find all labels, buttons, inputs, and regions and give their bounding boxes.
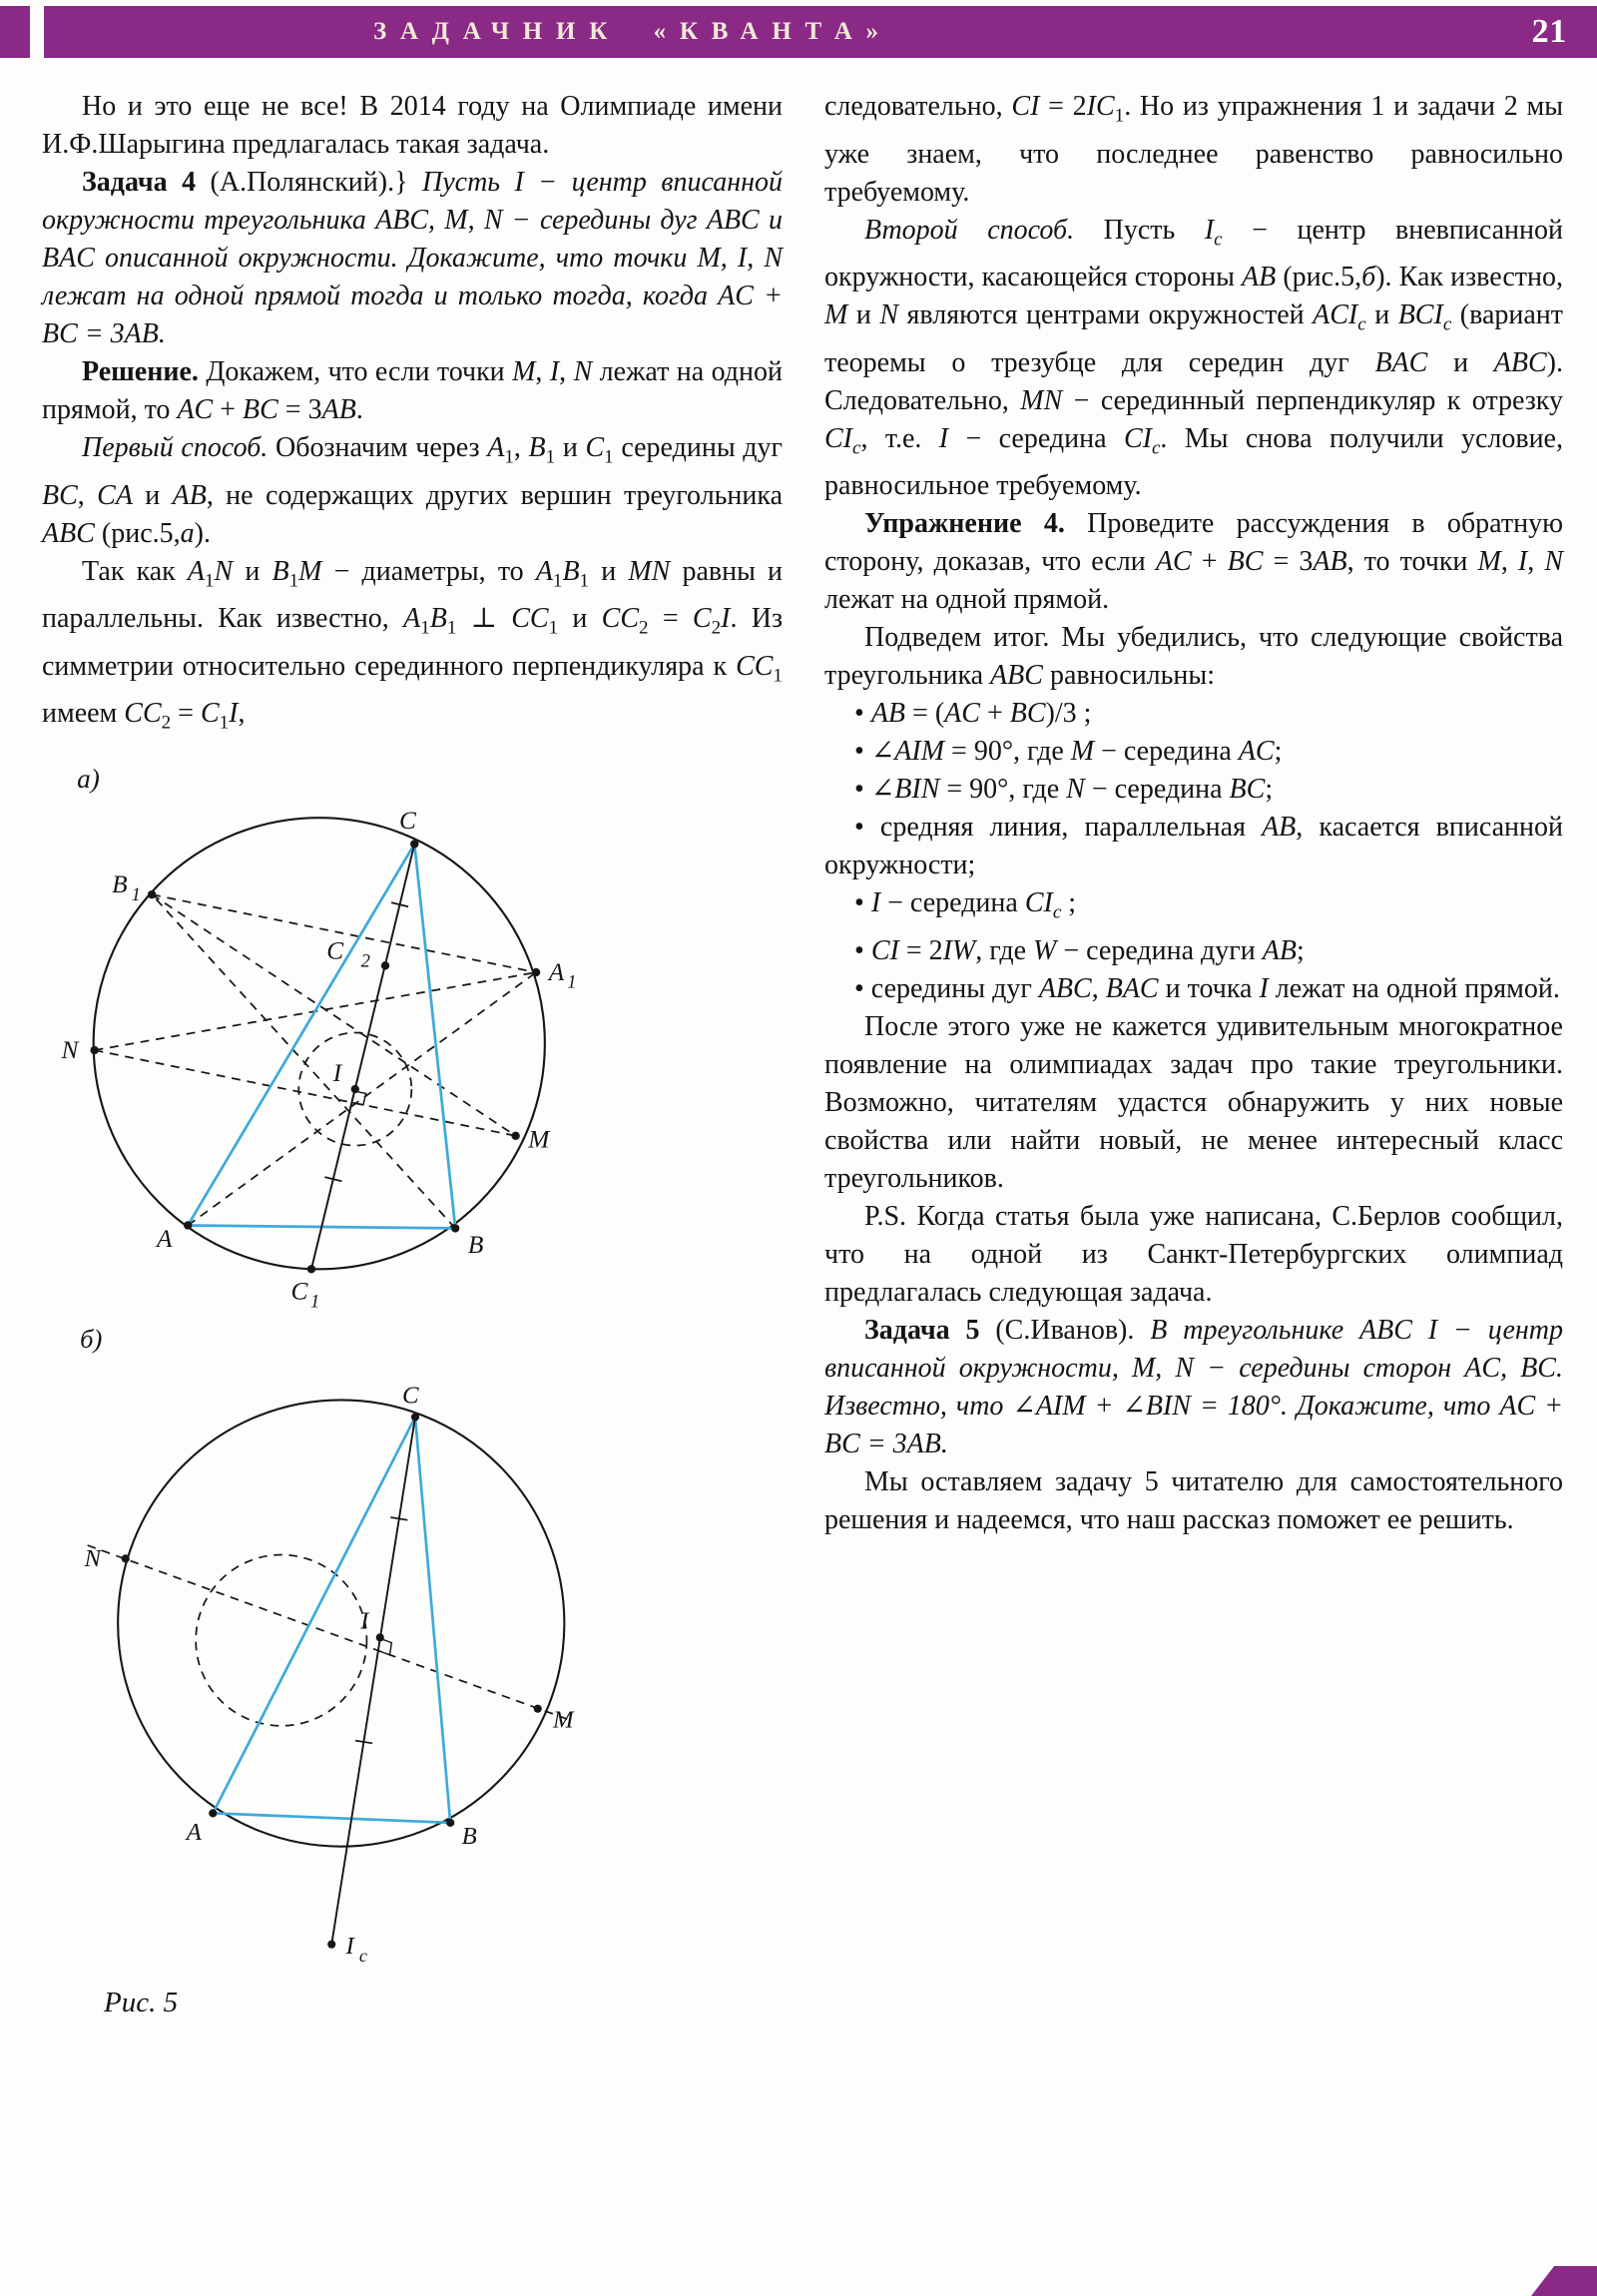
label-c: C xyxy=(401,1382,419,1410)
paragraph: • I − середина $CI_c$ ; xyxy=(854,887,1077,923)
paragraph: • средняя линия, параллельная AB, касается вписанной окружности; xyxy=(824,812,1563,881)
label-c1: C xyxy=(290,1277,308,1306)
paragraph: Подведем итог. Мы убедились, что следующие свойства треугольника ABC равносильны: xyxy=(824,622,1563,692)
label-i: I xyxy=(332,1059,342,1088)
triangle-abc xyxy=(213,1418,450,1823)
section-title: ЗАДАЧНИК «КВАНТА» xyxy=(373,18,892,45)
figure-a-tag: а) xyxy=(77,763,100,794)
line-cc1 xyxy=(311,844,414,1269)
paragraph: Но и это еще не все! В 2014 году на Олимпиаде имени И.Ф.Шарыгина предлагалась такая задача. xyxy=(42,91,783,160)
paragraph: Решение. Докажем, что если точки M, I, N лежат на одной прямой, то AC + BC = 3AB. xyxy=(42,356,784,425)
incircle-dashed xyxy=(196,1555,366,1726)
label-a: A xyxy=(186,1819,202,1847)
paragraph: Задача 5 (С.Иванов). В треугольнике ABC I − центр вписанной окружности, M, N − середины сторон AC, BC. Известно, что ∠AIM + ∠BIN = 180°. Докажите, что AC + BC = 3AB. xyxy=(824,1314,1563,1459)
circumcircle xyxy=(94,818,545,1269)
header-corner-block xyxy=(0,6,30,58)
bisector-aa1 xyxy=(188,972,536,1225)
point-c2 xyxy=(381,961,389,969)
point-i xyxy=(376,1634,384,1642)
figure-b-tag: б) xyxy=(80,1324,103,1355)
label-m: M xyxy=(552,1707,574,1735)
point-b xyxy=(451,1224,459,1232)
label-ic-sub: c xyxy=(358,1946,367,1967)
paragraph: Так как $A_1N$ и $B_1M$ − диаметры, то $A_1B_1$ и MN равны и параллельны. Как известно, $A_1B_1$ ⊥ $CC_1$ и $CC_2 = C_2I$. Из симметрии относительно серединного перпендикуляра к $CC_1$ имеем $CC_2 = C_1I$, xyxy=(42,555,784,734)
paragraph: следовательно, CI = $2IC_1$. Но из упражнения 1 и задачи 2 мы уже знаем, что последнее равенство равносильно требуемому. xyxy=(824,91,1564,208)
line-nm xyxy=(88,1545,570,1720)
label-c2: C xyxy=(326,936,344,965)
point-ic xyxy=(327,1941,335,1949)
label-n: N xyxy=(84,1545,102,1573)
paragraph: Мы оставляем задачу 5 читателю для самостоятельного решения и надеемся, что наш рассказ поможет ее решить. xyxy=(824,1465,1563,1535)
label-a1: A xyxy=(548,957,565,986)
two-column-layout xyxy=(42,88,1563,2019)
point-b xyxy=(446,1819,454,1827)
label-b: B xyxy=(467,1230,484,1259)
triangle-abc xyxy=(188,844,455,1228)
paragraph: • AB = (AC + BC)/3 ; xyxy=(854,698,1092,730)
label-b: B xyxy=(461,1823,477,1851)
point-a xyxy=(209,1810,217,1818)
label-n: N xyxy=(61,1035,79,1064)
figure-5a xyxy=(42,747,783,1313)
circumcircle xyxy=(118,1401,564,1847)
label-a1-sub: 1 xyxy=(567,972,577,993)
paragraph: Второй способ. Пусть $I_c$ − центр вневписанной окружности, касающейся стороны AB (рис.5,б). Как известно, M и N являются центрами окружностей $ACI_c$ и $BCI_c$ (вариант теоремы о трезубце для середин дуг BAC и ABC). Следовательно, MN − серединный перпендикуляр к отрезку $CI_c$, т.е. I − середина $CI_c$. Мы снова получили условие, равносильное требуемому. xyxy=(824,214,1564,502)
right-column xyxy=(824,88,1563,2019)
label-b1: B xyxy=(112,870,128,899)
paragraph: Задача 4 (А.Полянский).} Пусть I − центр вписанной окружности треугольника ABC, M, N − середины дуг ABC и BAC описанной окружности. Докажите, что точки M, I, N лежат на одной прямой тогда и только тогда, когда AC + BC = 3AB. xyxy=(42,167,783,349)
point-dots xyxy=(122,1414,542,1949)
point-b1 xyxy=(148,890,156,898)
paragraph: • CI = 2IW, где W − середина дуги AB; xyxy=(854,934,1305,966)
point-c xyxy=(411,1414,419,1422)
right-angle-mark xyxy=(351,1091,365,1105)
point-a xyxy=(184,1221,192,1229)
figure-5a-svg xyxy=(42,747,616,1313)
left-column-text xyxy=(42,88,783,743)
label-a: A xyxy=(157,1224,173,1253)
point-m xyxy=(511,1132,519,1140)
point-i xyxy=(351,1085,359,1093)
label-b1-sub: 1 xyxy=(131,884,141,905)
point-c1 xyxy=(307,1265,315,1273)
label-i: I xyxy=(360,1608,369,1636)
left-column xyxy=(42,88,783,2019)
paragraph: • ∠AIM = 90°, где M − середина AC; xyxy=(854,736,1283,768)
diameter-b1m xyxy=(152,894,515,1136)
label-c2-sub: 2 xyxy=(360,951,370,972)
right-column-text xyxy=(824,88,1563,1539)
label-c: C xyxy=(398,806,416,835)
dashed-construction-lines xyxy=(95,894,536,1228)
paragraph: • ∠BIN = 90°, где N − середина BC; xyxy=(854,774,1274,806)
paragraph: P.S. Когда статья была уже написана, С.Берлов сообщил, что на одной из Санкт-Петербургских олимпиад предлагалась следующая задача. xyxy=(824,1200,1563,1308)
paragraph: Упражнение 4. Проведите рассуждения в обратную сторону, доказав, что если AC + BC = 3AB, то точки M, I, N лежат на одной прямой. xyxy=(824,508,1564,616)
label-ic: I xyxy=(345,1933,354,1961)
dashed-construction-lines xyxy=(88,1545,570,1726)
label-c1-sub: 1 xyxy=(309,1292,320,1313)
header-banner xyxy=(44,6,1597,58)
paragraph: После этого уже не кажется удивительным многократное появление на олимпиадах задач про такие треугольники. Возможно, читателям удастся обнаружить у них новые свойства или найти новый, не менее интересный класс треугольников. xyxy=(824,1010,1563,1194)
figure-caption: Рис. 5 xyxy=(104,1986,179,2018)
bottom-corner-decoration xyxy=(1531,2266,1597,2296)
point-n xyxy=(122,1555,130,1563)
figure-5b-svg xyxy=(42,1310,631,1975)
point-m xyxy=(534,1705,542,1713)
point-c xyxy=(410,840,418,848)
point-n xyxy=(90,1046,98,1054)
figure-5b xyxy=(42,1310,783,1980)
label-m: M xyxy=(528,1125,550,1154)
bisector-bb1 xyxy=(152,894,455,1228)
point-a1 xyxy=(532,968,540,976)
paragraph: • середины дуг ABC, BAC и точка I лежат на одной прямой. xyxy=(854,972,1560,1004)
paragraph: Первый способ. Обозначим через $A_1$, $B_1$ и $C_1$ середины дуг BC, CA и AB, не содержащих других вершин треугольника ABC (рис.5,а). xyxy=(42,432,784,549)
page-number: 21 xyxy=(1531,13,1567,50)
